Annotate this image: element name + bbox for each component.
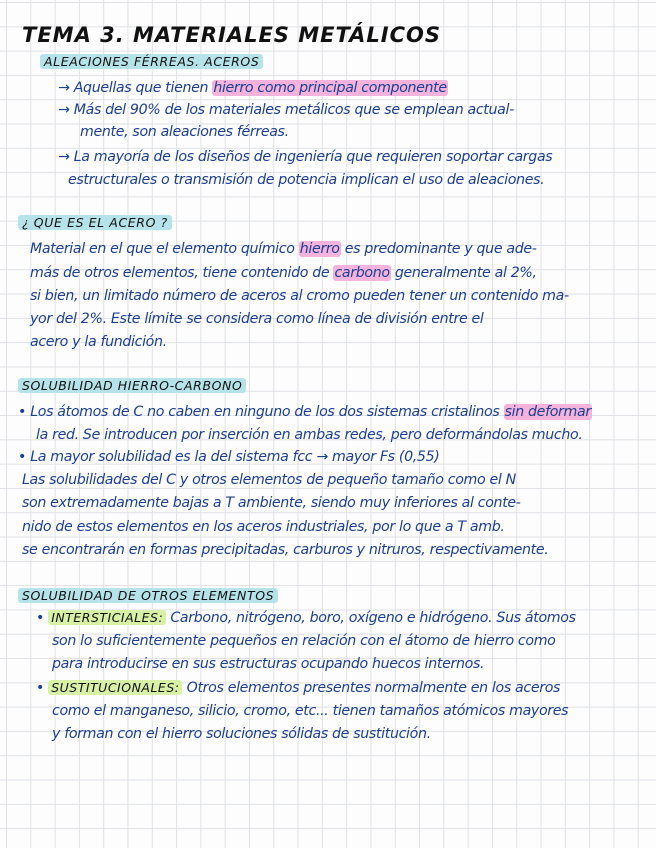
text-line: son lo suficientemente pequeños en relación con el átomo de hierro como bbox=[52, 633, 556, 649]
section-header-otros: SOLUBILIDAD DE OTROS ELEMENTOS bbox=[18, 588, 278, 603]
bullet-line: • INTERSTICIALES: Carbono, nitrógeno, boro, oxígeno e hidrógeno. Sus átomos bbox=[36, 610, 576, 626]
text-line: y forman con el hierro soluciones sólidas de sustitución. bbox=[52, 726, 431, 742]
text-line: si bien, un limitado número de aceros al cromo pueden tener un contenido ma- bbox=[30, 288, 569, 304]
text-line: son extremadamente bajas a T ambiente, siendo muy inferiores al conte- bbox=[22, 495, 521, 511]
bullet-line: • La mayor solubilidad es la del sistema fcc → mayor Fs (0,55) bbox=[18, 449, 440, 465]
text-line: como el manganeso, silicio, cromo, etc... tienen tamaños atómicos mayores bbox=[52, 703, 569, 719]
arrow-icon: → bbox=[58, 102, 74, 118]
bullet-line: → Más del 90% de los materiales metálicos que se emplean actual- bbox=[58, 102, 514, 118]
bullet-line: → Aquellas que tienen hierro como principal componente bbox=[58, 80, 447, 96]
arrow-icon: → bbox=[58, 149, 74, 165]
bullet-line: → La mayoría de los diseños de ingeniería que requieren soportar cargas bbox=[58, 149, 553, 165]
label-sustitucionales: SUSTITUCIONALES: bbox=[48, 680, 182, 695]
text-line: se encontrarán en formas precipitadas, carburos y nitruros, respectivamente. bbox=[22, 542, 549, 558]
section-header-aleaciones: ALEACIONES FÉRREAS. ACEROS bbox=[40, 54, 263, 69]
page-title: TEMA 3. MATERIALES METÁLICOS bbox=[22, 23, 442, 47]
text-line: Las solubilidades del C y otros elementos de pequeño tamaño como el N bbox=[22, 472, 516, 488]
bullet-line: • Los átomos de C no caben en ninguno de los dos sistemas cristalinos sin deformar bbox=[18, 404, 591, 420]
text-line: Material en el que el elemento químico hierro es predominante y que ade- bbox=[30, 241, 537, 257]
bullet-icon: • bbox=[36, 680, 49, 696]
text-line: la red. Se introducen por inserción en ambas redes, pero deformándolas mucho. bbox=[36, 427, 583, 443]
bullet-line: • SUSTITUCIONALES: Otros elementos presentes normalmente en los aceros bbox=[36, 680, 561, 696]
arrow-icon: → bbox=[58, 80, 74, 96]
highlight-text: carbono bbox=[334, 265, 390, 281]
bullet-icon: • bbox=[18, 449, 31, 465]
text-line: mente, son aleaciones férreas. bbox=[80, 124, 289, 140]
section-header-acero: ¿ QUE ES EL ACERO ? bbox=[18, 215, 172, 230]
section-header-solubilidad: SOLUBILIDAD HIERRO-CARBONO bbox=[18, 378, 246, 393]
highlight-text: hierro bbox=[299, 241, 340, 257]
highlight-text: hierro como principal componente bbox=[213, 80, 447, 96]
text-line: acero y la fundición. bbox=[30, 334, 167, 350]
text-line: yor del 2%. Este límite se considera como línea de división entre el bbox=[30, 311, 484, 327]
text-line: estructurales o transmisión de potencia implican el uso de aleaciones. bbox=[68, 172, 545, 188]
label-intersticiales: INTERSTICIALES: bbox=[48, 610, 166, 625]
bullet-icon: • bbox=[18, 404, 31, 420]
text-line: más de otros elementos, tiene contenido de carbono generalmente al 2%, bbox=[30, 265, 537, 281]
text-line: para introducirse en sus estructuras ocupando huecos internos. bbox=[52, 656, 485, 672]
text-line: nido de estos elementos en los aceros industriales, por lo que a T amb. bbox=[22, 519, 505, 535]
bullet-icon: • bbox=[36, 610, 49, 626]
highlight-text: sin deformar bbox=[504, 404, 591, 420]
